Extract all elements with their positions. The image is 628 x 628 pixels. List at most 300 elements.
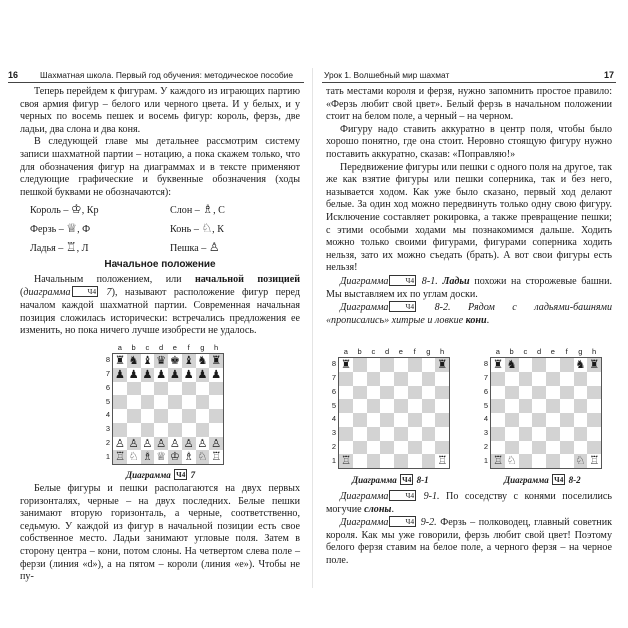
board-square [435, 399, 449, 413]
diagram-ref-icon: Ч4 [389, 490, 416, 501]
board-square [505, 454, 519, 468]
board-square [519, 427, 533, 441]
chessboard-knights [482, 347, 602, 471]
board-square [141, 354, 155, 368]
board-square [127, 450, 141, 464]
board-square [196, 368, 210, 382]
board-square [353, 454, 367, 468]
board-square [546, 386, 560, 400]
board-square [182, 423, 196, 437]
file-label: g [578, 347, 583, 356]
file-label: f [187, 343, 190, 352]
diagram-ref-icon: Ч4 [389, 301, 416, 312]
right-page-number: 17 [603, 70, 614, 80]
board-square [154, 354, 168, 368]
board-square [380, 386, 394, 400]
board-square [491, 372, 505, 386]
board-square [168, 437, 182, 451]
chess-piece-icon: ♞ [575, 358, 586, 372]
board-square [209, 368, 223, 382]
board-square [587, 427, 601, 441]
chess-piece-icon: ♙ [114, 436, 125, 450]
chess-piece-icon: ♜ [340, 358, 351, 372]
diagram-ref-icon: Ч4 [554, 475, 564, 484]
file-label: g [200, 343, 205, 352]
diagram-ref-icon: Ч4 [176, 470, 186, 479]
right-page-body-bottom [326, 490, 612, 568]
board-square [574, 358, 588, 372]
knight-icon: ♘ [201, 220, 213, 235]
board-square [141, 437, 155, 451]
rank-labels [482, 357, 490, 467]
chess-piece-icon: ♟ [197, 367, 208, 381]
board-square [196, 395, 210, 409]
board-square [435, 441, 449, 455]
board-square [113, 395, 127, 409]
rank-labels [330, 357, 338, 467]
board-square [532, 358, 546, 372]
board-square [532, 454, 546, 468]
legend-knight: Конь – ♘, К [170, 220, 224, 235]
board-square [367, 372, 381, 386]
board-square [394, 386, 408, 400]
board-square [113, 354, 127, 368]
paragraph-queen-rule: тать местами короля и ферзя, нужно запомнить простое правило: «Ферзь любит свой цвет». Белый ферзь в начальном положении стоит на белом поле, а черный – на черном. [326, 86, 612, 123]
legend-rook: Ладья – ♖, Л [30, 239, 89, 254]
board-square [422, 358, 436, 372]
board-square [113, 368, 127, 382]
board-square [408, 413, 422, 427]
left-running-title: Шахматная школа. Первый год обучения: методическое пособие [40, 70, 294, 80]
chess-piece-icon: ♗ [142, 450, 153, 464]
board-square [353, 358, 367, 372]
board-square [574, 454, 588, 468]
board-square [353, 386, 367, 400]
paragraph-pieces-intro: Теперь перейдем к фигурам. У каждого из играющих партию своя армия фигур – белого или черного цвета. И у белых, и у черных по восемь пешек и восемь фигур: король, ферзь, две ладьи, два слона и два коня. [20, 86, 300, 135]
rank-label: 8 [483, 359, 489, 369]
board-square [587, 454, 601, 468]
board-square [519, 386, 533, 400]
paragraph-initial-position: Начальным положением, или начальной позицией (диаграмма Ч4 7), называют расположение фигур перед началом каждой шахматной партии. Современная начальная позиция сложилась исторически: встречались предложения ее изменить, но пока ничего лучше изобрести не удалось. [20, 273, 301, 337]
chess-piece-icon: ♖ [340, 454, 351, 468]
right-page-header [322, 68, 616, 83]
file-labels [491, 347, 601, 356]
chess-piece-icon: ♖ [211, 450, 222, 464]
rank-label: 2 [483, 441, 489, 451]
file-label: d [537, 347, 542, 356]
board-square [587, 372, 601, 386]
board-square [168, 368, 182, 382]
board-square [209, 423, 223, 437]
board-grid [490, 357, 602, 469]
chess-piece-icon: ♘ [506, 454, 517, 468]
board-square [587, 358, 601, 372]
paragraph-placement: Белые фигуры и пешки располагаются на двух первых горизонталях, черные – на двух последних. Белые пешки занимают вторую горизонталь, а черные, соответственно, седьмую. У каждой из фигур в начальной позиции есть свое собственное место. Ладьи занимают угловые поля. Затем в сторону центра – кони, потом слоны. На четвертом слева поле – ферзи (линия «d»), а на пятом – короли (линия «е»). Чтобы не пу- [20, 483, 300, 583]
chess-piece-icon: ♟ [128, 367, 139, 381]
board-square [353, 441, 367, 455]
board-square [560, 399, 574, 413]
chess-piece-icon: ♟ [183, 367, 194, 381]
board-square [339, 372, 353, 386]
board-square [339, 399, 353, 413]
rank-label: 6 [105, 382, 111, 392]
board-square [367, 441, 381, 455]
diagram-ref-icon: Ч4 [402, 475, 412, 484]
chess-piece-icon: ♕ [156, 450, 167, 464]
legend-pawn: Пешка – ♙ [170, 239, 220, 254]
board-square [113, 450, 127, 464]
board-square [380, 413, 394, 427]
rank-label: 3 [483, 428, 489, 438]
board-square [141, 368, 155, 382]
board-square [127, 409, 141, 423]
king-icon: ♔ [70, 202, 82, 217]
chess-piece-icon: ♛ [156, 354, 167, 368]
diagram-caption-8-2: Диаграмма Ч4 8-2 [504, 475, 581, 485]
board-square [394, 413, 408, 427]
board-square [587, 386, 601, 400]
diagram-ref-icon: Ч4 [389, 516, 416, 527]
chessboard-initial [104, 343, 224, 467]
chess-piece-icon: ♟ [142, 367, 153, 381]
board-square [532, 413, 546, 427]
board-square [339, 427, 353, 441]
chess-piece-icon: ♞ [506, 358, 517, 372]
rank-label: 3 [331, 428, 337, 438]
board-square [141, 395, 155, 409]
board-square [408, 427, 422, 441]
board-square [339, 441, 353, 455]
board-square [505, 427, 519, 441]
board-square [127, 437, 141, 451]
board-square [182, 354, 196, 368]
board-square [532, 386, 546, 400]
pawn-icon: ♙ [208, 239, 220, 254]
board-square [505, 413, 519, 427]
file-label: a [343, 347, 348, 356]
piece-legend [30, 203, 300, 255]
board-square [353, 399, 367, 413]
board-square [422, 454, 436, 468]
board-square [435, 358, 449, 372]
paragraph-diagram-8-1: Диаграмма Ч4 8-1. Ладьи похожи на сторожевые башни. Мы выставляем их по углам доски. [326, 275, 613, 300]
board-square [113, 409, 127, 423]
file-label: h [440, 347, 445, 356]
right-running-title: Урок 1. Волшебный мир шахмат [324, 70, 450, 80]
board-square [380, 372, 394, 386]
diagram-caption-7: Диаграмма Ч4 7 [126, 470, 196, 480]
rank-label: 8 [331, 359, 337, 369]
board-square [422, 399, 436, 413]
board-square [367, 358, 381, 372]
chess-piece-icon: ♟ [114, 367, 125, 381]
board-square [505, 372, 519, 386]
board-square [574, 386, 588, 400]
chess-piece-icon: ♙ [128, 436, 139, 450]
legend-king: Король – ♔, Кр [30, 202, 99, 217]
board-square [127, 382, 141, 396]
board-square [422, 427, 436, 441]
file-label: c [145, 343, 150, 352]
board-square [491, 441, 505, 455]
left-page-body [20, 86, 300, 338]
board-square [560, 372, 574, 386]
board-square [168, 423, 182, 437]
queen-icon: ♕ [66, 220, 78, 235]
board-square [532, 372, 546, 386]
chess-piece-icon: ♖ [437, 454, 448, 468]
file-label: b [357, 347, 362, 356]
board-square [154, 437, 168, 451]
board-square [394, 427, 408, 441]
board-square [168, 382, 182, 396]
file-labels [113, 343, 223, 352]
chess-piece-icon: ♟ [156, 367, 167, 381]
left-page-body-bottom [20, 483, 300, 584]
board-square [353, 427, 367, 441]
rank-label: 5 [331, 400, 337, 410]
chess-piece-icon: ♝ [183, 354, 194, 368]
board-square [353, 372, 367, 386]
board-square [532, 441, 546, 455]
board-square [491, 399, 505, 413]
board-square [182, 409, 196, 423]
file-label: e [550, 347, 555, 356]
board-square [154, 382, 168, 396]
board-square [113, 423, 127, 437]
board-square [408, 386, 422, 400]
rank-label: 1 [105, 451, 111, 461]
board-square [182, 450, 196, 464]
board-square [546, 399, 560, 413]
board-square [408, 399, 422, 413]
board-grid [338, 357, 450, 469]
rank-label: 4 [331, 414, 337, 424]
board-square [196, 450, 210, 464]
board-square [546, 372, 560, 386]
board-square [196, 382, 210, 396]
board-square [182, 437, 196, 451]
rank-label: 6 [331, 386, 337, 396]
board-square [422, 386, 436, 400]
legend-bishop: Слон – ♗, С [170, 202, 225, 217]
board-square [196, 354, 210, 368]
rook-icon: ♖ [65, 239, 77, 254]
chess-piece-icon: ♘ [575, 454, 586, 468]
board-square [435, 454, 449, 468]
board-square [367, 399, 381, 413]
legend-queen: Ферзь – ♕, Ф [30, 220, 91, 235]
board-square [408, 441, 422, 455]
board-square [209, 382, 223, 396]
board-square [168, 450, 182, 464]
board-square [154, 409, 168, 423]
paragraph-moves: Передвижение фигуры или пешки с одного поля на другое, так же как взятие фигуры или пешки соперника, так и без него, называется ходом. Как уже было сказано, первый ход делают белые. За один ход можно передвинуть только одну свою фигуру. Исключение составляет рокировка, а также превращение пешки; с этими особыми ходами мы познакомимся дальше. Ходить можно только своими фигурами, фигурами соперника ходить нельзя, зато их можно съедать (брать). А вот свои фигуры есть нельзя! [326, 161, 612, 274]
board-square [367, 413, 381, 427]
board-square [505, 358, 519, 372]
board-square [367, 386, 381, 400]
chess-piece-icon: ♙ [211, 436, 222, 450]
board-square [546, 358, 560, 372]
board-square [519, 372, 533, 386]
paragraph-placing: Фигуру надо ставить аккуратно в центр поля, чтобы было хорошо понятно, где она стоит. Неровно стоящую фигуру нужно поставить аккуратно, сказав: «Поправляю!» [326, 123, 612, 160]
board-square [519, 413, 533, 427]
board-square [127, 354, 141, 368]
board-square [574, 399, 588, 413]
chess-piece-icon: ♚ [169, 354, 180, 368]
board-square [380, 399, 394, 413]
rank-label: 7 [105, 369, 111, 379]
board-square [546, 427, 560, 441]
diagram-ref-icon: Ч4 [389, 275, 416, 286]
paragraph-diagram-9-2: Диаграмма Ч4 9-2. Ферзь – полководец, главный советник короля. Как мы уже говорили, ферзь любит свой цвет! Поэтому белого ферзя ставим на белое поле, а черного ферзя – на черное поле. [326, 517, 612, 566]
board-square [394, 372, 408, 386]
file-label: f [413, 347, 416, 356]
diagram-caption-8-1: Диаграмма Ч4 8-1 [352, 475, 429, 485]
board-square [519, 454, 533, 468]
file-label: b [509, 347, 514, 356]
board-square [560, 386, 574, 400]
rank-label: 6 [483, 386, 489, 396]
board-square [422, 372, 436, 386]
board-square [435, 386, 449, 400]
chess-piece-icon: ♙ [197, 436, 208, 450]
board-square [380, 358, 394, 372]
board-square [353, 413, 367, 427]
rank-label: 1 [331, 455, 337, 465]
chess-piece-icon: ♜ [437, 358, 448, 372]
board-square [532, 399, 546, 413]
board-square [168, 409, 182, 423]
file-label: e [398, 347, 403, 356]
board-square [408, 358, 422, 372]
board-square [422, 441, 436, 455]
rank-label: 8 [105, 355, 111, 365]
diagram-ref-icon: Ч4 [72, 286, 99, 297]
chess-piece-icon: ♖ [492, 454, 503, 468]
file-label: g [426, 347, 431, 356]
board-square [209, 450, 223, 464]
board-square [339, 358, 353, 372]
board-square [209, 437, 223, 451]
board-square [339, 386, 353, 400]
board-square [546, 413, 560, 427]
paragraph-diagram-8-2: Диаграмма Ч4 8-2. Рядом с ладьями-башнями «прописались» хитрые и ловкие кони. [326, 302, 613, 326]
board-square [209, 395, 223, 409]
board-square [127, 423, 141, 437]
board-square [127, 368, 141, 382]
chess-piece-icon: ♙ [156, 436, 167, 450]
board-square [141, 409, 155, 423]
board-square [491, 454, 505, 468]
board-square [380, 427, 394, 441]
chess-piece-icon: ♔ [169, 450, 180, 464]
file-label: c [371, 347, 376, 356]
board-square [394, 454, 408, 468]
chess-piece-icon: ♟ [169, 367, 180, 381]
chess-piece-icon: ♜ [114, 354, 125, 368]
bishop-icon: ♗ [202, 202, 214, 217]
board-square [574, 413, 588, 427]
board-square [182, 395, 196, 409]
book-spread [8, 68, 620, 588]
left-page-number: 16 [8, 70, 19, 80]
board-square [560, 441, 574, 455]
file-label: f [565, 347, 568, 356]
rank-label: 2 [331, 441, 337, 451]
board-square [505, 399, 519, 413]
board-square [519, 399, 533, 413]
chess-piece-icon: ♙ [142, 436, 153, 450]
board-square [339, 454, 353, 468]
file-label: d [385, 347, 390, 356]
board-square [141, 382, 155, 396]
board-square [154, 423, 168, 437]
board-square [519, 441, 533, 455]
board-square [519, 358, 533, 372]
chess-piece-icon: ♘ [128, 450, 139, 464]
board-square [532, 427, 546, 441]
board-square [196, 437, 210, 451]
board-square [168, 354, 182, 368]
paragraph-diagram-9-1: Диаграмма Ч4 9-1. По соседству с конями поселились могучие слоны. [326, 491, 612, 515]
board-square [491, 427, 505, 441]
file-label: d [159, 343, 164, 352]
board-square [196, 423, 210, 437]
board-square [209, 354, 223, 368]
board-square [394, 441, 408, 455]
board-square [141, 450, 155, 464]
board-square [587, 413, 601, 427]
board-square [574, 372, 588, 386]
board-square [574, 441, 588, 455]
chess-piece-icon: ♜ [492, 358, 503, 372]
chess-piece-icon: ♘ [197, 450, 208, 464]
board-square [113, 382, 127, 396]
chess-piece-icon: ♜ [589, 358, 600, 372]
board-square [182, 368, 196, 382]
page-spine [312, 68, 313, 588]
chess-piece-icon: ♞ [197, 354, 208, 368]
rank-label: 2 [105, 437, 111, 447]
board-square [196, 409, 210, 423]
file-labels [339, 347, 449, 356]
rank-label: 7 [331, 373, 337, 383]
board-square [560, 358, 574, 372]
rank-label: 4 [105, 410, 111, 420]
left-page-header [8, 68, 304, 83]
board-square [367, 454, 381, 468]
board-square [505, 441, 519, 455]
chess-piece-icon: ♜ [211, 354, 222, 368]
board-square [141, 423, 155, 437]
chessboard-rooks [330, 347, 450, 471]
rank-label: 3 [105, 424, 111, 434]
board-square [587, 441, 601, 455]
board-square [380, 441, 394, 455]
board-square [380, 454, 394, 468]
board-square [505, 386, 519, 400]
board-square [113, 437, 127, 451]
paragraph-notation: В следующей главе мы детальнее рассмотрим систему записи шахматной партии – нотацию, а пока скажем только, что для обозначения фигур на диаграммах и в тексте применяют следующие графические и буквенные обозначения (ходы пешкой буквами не обозначаются): [20, 136, 300, 198]
board-square [435, 413, 449, 427]
board-square [408, 454, 422, 468]
board-square [154, 368, 168, 382]
board-square [154, 450, 168, 464]
rank-labels [104, 353, 112, 463]
board-square [491, 358, 505, 372]
board-square [560, 454, 574, 468]
